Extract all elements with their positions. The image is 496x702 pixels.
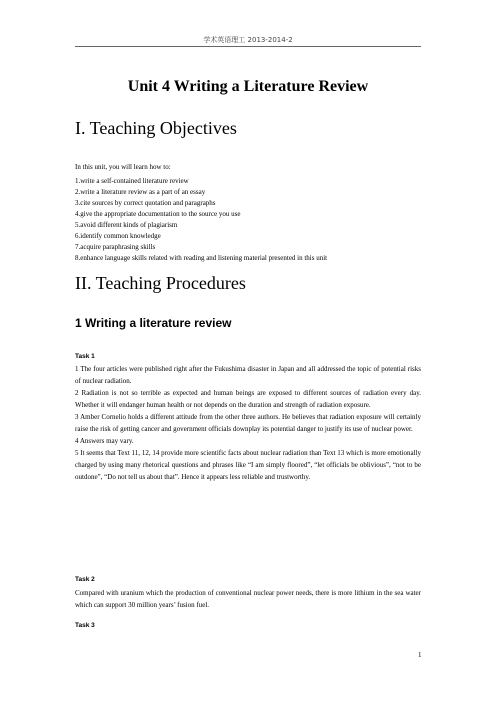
running-header: 学术英语理工 2013-2014-2 [203, 36, 293, 44]
objectives-heading: I. Teaching Objectives [75, 118, 237, 138]
answer-item: 4 Answers may vary. [75, 437, 134, 445]
task-2-label: Task 2 [75, 576, 95, 583]
objective-item: 6.identify common knowledge [75, 232, 161, 240]
answer-item: 2 Radiation is not so terrible as expected and human beings are exposed to different sources of radiation every day. Whether it will endanger human health or not depends on the duration and strength of radiation exposure. [75, 389, 421, 409]
answer-item: 5 It seems that Text 11, 12, 14 provide more scientific facts about nuclear radiation than Text 13 which is more emotionally charged by using many rhetorical questions and phrases like “I am simply floored”, “let officials be oblivious”, “not to be outdone”, “Do not tell us about that”. Hence it appears less reliable and trustworthy. [75, 449, 421, 481]
objective-item: 8.enhance language skills related with reading and listening material presented in this unit [75, 254, 328, 262]
objective-item: 3.cite sources by correct quotation and paragraphs [75, 199, 216, 207]
task-1-label: Task 1 [75, 353, 95, 360]
objective-item: 2.write a literature review as a part of an essay [75, 188, 206, 196]
subsection-heading: 1 Writing a literature review [75, 316, 232, 330]
page-number: 1 [418, 651, 422, 659]
header-divider [75, 46, 421, 47]
answer-item: 1 The four articles were published right after the Fukushima disaster in Japan and all addressed the topic of potential risks of nuclear radiation. [75, 365, 421, 385]
objectives-intro: In this unit, you will learn how to: [75, 163, 171, 171]
procedures-heading: II. Teaching Procedures [75, 273, 246, 293]
task-2-answer: Compared with uranium which the production of conventional nuclear power needs, there is more lithium in the sea water which can support 30 million years’ fusion fuel. [75, 589, 421, 609]
objective-item: 4.give the appropriate documentation to the source you use [75, 210, 241, 218]
objective-item: 5.avoid different kinds of plagiarism [75, 221, 178, 229]
answer-item: 3 Amber Cornelio holds a different attitude from the other three authors. He believes that radiation exposure will certainly raise the risk of getting cancer and government officials downplay its potential danger to justify its use of nuclear power. [75, 413, 421, 433]
document-title: Unit 4 Writing a Literature Review [127, 78, 369, 95]
objective-item: 1.write a self-contained literature review [75, 177, 189, 185]
objective-item: 7.acquire paraphrasing skills [75, 243, 156, 251]
task-1-answers [75, 363, 421, 483]
task-3-label: Task 3 [75, 622, 95, 629]
